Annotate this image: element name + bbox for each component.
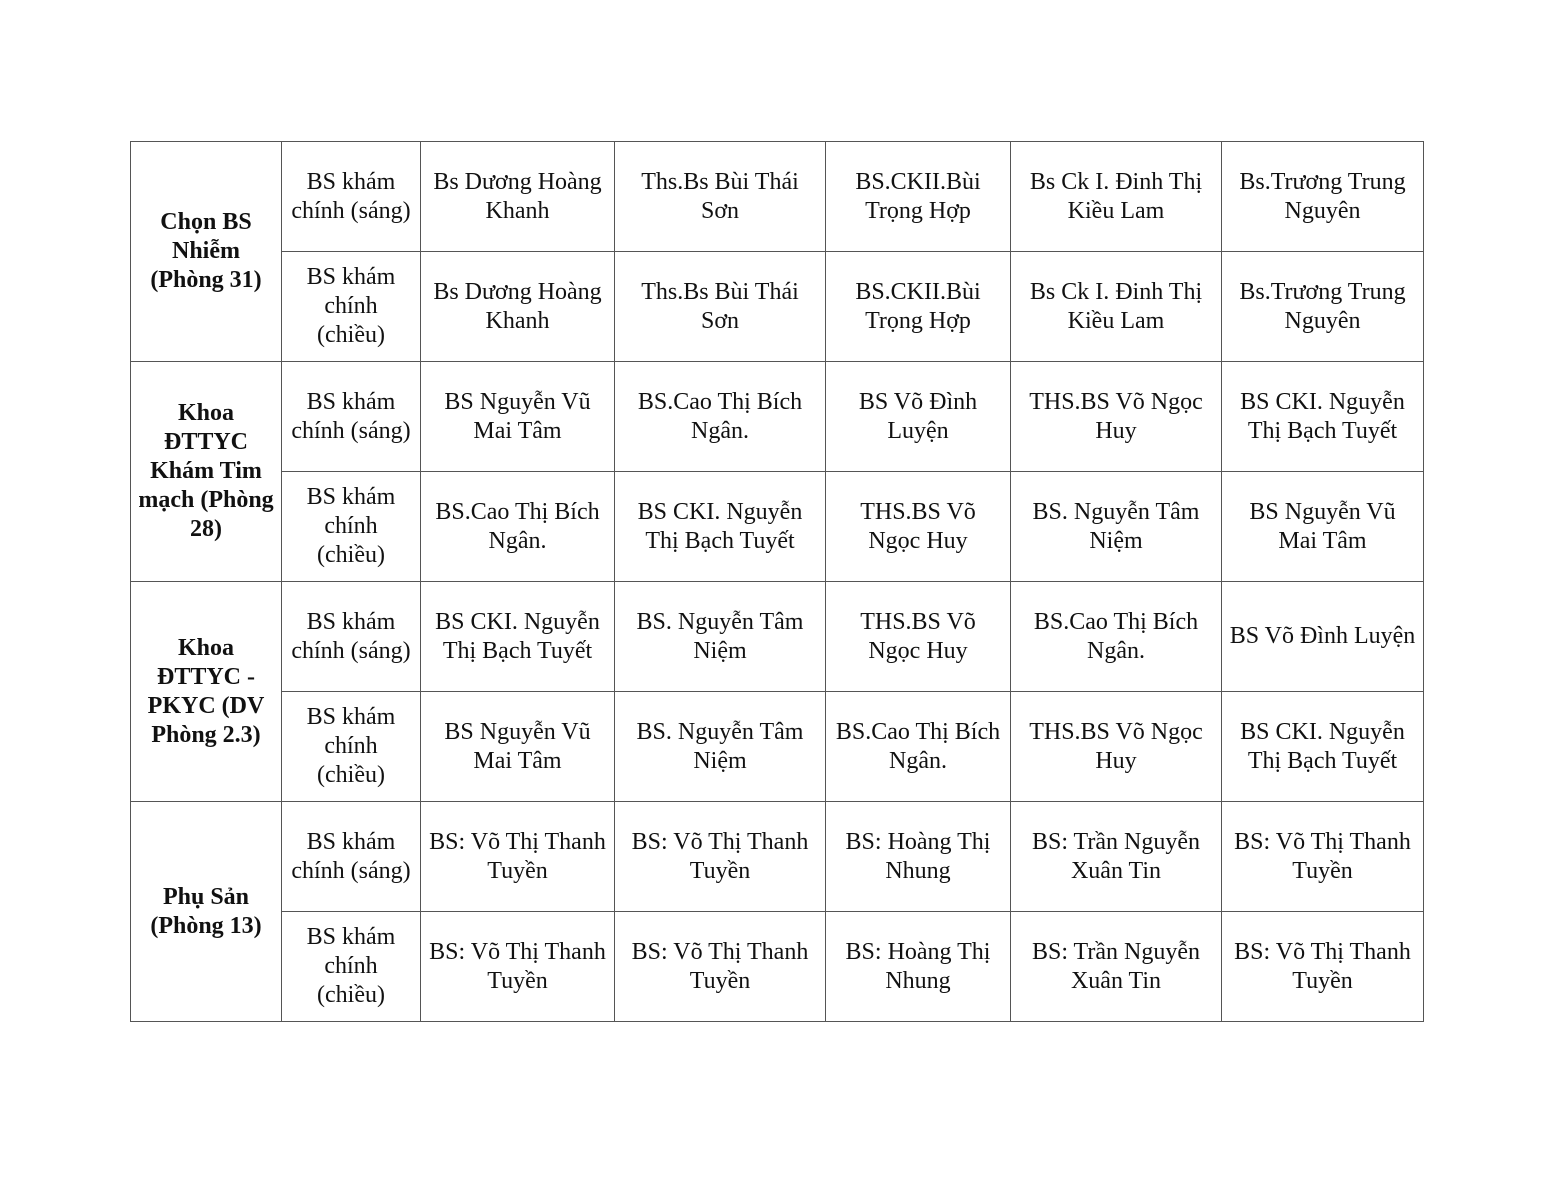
shift-cell: BS khám chính (chiều) <box>282 692 421 802</box>
doctor-cell: BS.CKII.Bùi Trọng Hợp <box>826 142 1011 252</box>
department-cell: Khoa ĐTTYC - PKYC (DV Phòng 2.3) <box>131 582 282 802</box>
shift-cell: BS khám chính (sáng) <box>282 802 421 912</box>
doctor-cell: BS.Cao Thị Bích Ngân. <box>826 692 1011 802</box>
doctor-cell: Bs Ck I. Đinh Thị Kiều Lam <box>1011 252 1222 362</box>
doctor-cell: BS. Nguyễn Tâm Niệm <box>615 582 826 692</box>
table-row <box>131 582 1424 692</box>
doctor-cell: BS: Võ Thị Thanh Tuyền <box>421 912 615 1022</box>
doctor-cell: THS.BS Võ Ngọc Huy <box>1011 692 1222 802</box>
department-cell: Chọn BS Nhiễm (Phòng 31) <box>131 142 282 362</box>
schedule-body <box>131 142 1424 1022</box>
doctor-cell: Bs Dương Hoàng Khanh <box>421 252 615 362</box>
doctor-cell: BS CKI. Nguyễn Thị Bạch Tuyết <box>421 582 615 692</box>
doctor-cell: Ths.Bs Bùi Thái Sơn <box>615 142 826 252</box>
department-cell: Phụ Sản (Phòng 13) <box>131 802 282 1022</box>
doctor-cell: BS.Cao Thị Bích Ngân. <box>615 362 826 472</box>
doctor-cell: BS: Trần Nguyễn Xuân Tin <box>1011 802 1222 912</box>
department-cell: Khoa ĐTTYC Khám Tim mạch (Phòng 28) <box>131 362 282 582</box>
doctor-cell: BS Nguyễn Vũ Mai Tâm <box>1222 472 1424 582</box>
doctor-cell: BS CKI. Nguyễn Thị Bạch Tuyết <box>615 472 826 582</box>
doctor-cell: THS.BS Võ Ngọc Huy <box>826 472 1011 582</box>
doctor-cell: BS CKI. Nguyễn Thị Bạch Tuyết <box>1222 692 1424 802</box>
doctor-cell: BS: Võ Thị Thanh Tuyền <box>1222 802 1424 912</box>
doctor-cell: BS: Võ Thị Thanh Tuyền <box>421 802 615 912</box>
doctor-cell: BS.Cao Thị Bích Ngân. <box>1011 582 1222 692</box>
doctor-cell: Ths.Bs Bùi Thái Sơn <box>615 252 826 362</box>
doctor-cell: BS: Hoàng Thị Nhung <box>826 802 1011 912</box>
doctor-cell: BS Nguyễn Vũ Mai Tâm <box>421 692 615 802</box>
table-row <box>131 362 1424 472</box>
doctor-cell: Bs Ck I. Đinh Thị Kiều Lam <box>1011 142 1222 252</box>
doctor-cell: BS CKI. Nguyễn Thị Bạch Tuyết <box>1222 362 1424 472</box>
table-row <box>131 142 1424 252</box>
doctor-cell: BS.CKII.Bùi Trọng Hợp <box>826 252 1011 362</box>
doctor-cell: BS Võ Đình Luyện <box>1222 582 1424 692</box>
table-row <box>131 802 1424 912</box>
document-page <box>130 141 1424 1022</box>
doctor-cell: BS: Võ Thị Thanh Tuyền <box>615 912 826 1022</box>
shift-cell: BS khám chính (sáng) <box>282 362 421 472</box>
shift-cell: BS khám chính (sáng) <box>282 582 421 692</box>
doctor-cell: BS Võ Đình Luyện <box>826 362 1011 472</box>
doctor-cell: BS: Võ Thị Thanh Tuyền <box>615 802 826 912</box>
doctor-cell: Bs.Trương Trung Nguyên <box>1222 142 1424 252</box>
shift-cell: BS khám chính (chiều) <box>282 472 421 582</box>
doctor-cell: BS. Nguyễn Tâm Niệm <box>615 692 826 802</box>
doctor-cell: Bs.Trương Trung Nguyên <box>1222 252 1424 362</box>
table-row <box>131 692 1424 802</box>
doctor-cell: BS.Cao Thị Bích Ngân. <box>421 472 615 582</box>
doctor-cell: BS. Nguyễn Tâm Niệm <box>1011 472 1222 582</box>
shift-cell: BS khám chính (sáng) <box>282 142 421 252</box>
table-row <box>131 912 1424 1022</box>
shift-cell: BS khám chính (chiều) <box>282 912 421 1022</box>
doctor-cell: BS: Võ Thị Thanh Tuyền <box>1222 912 1424 1022</box>
doctor-schedule-table <box>130 141 1424 1022</box>
shift-cell: BS khám chính (chiều) <box>282 252 421 362</box>
doctor-cell: BS Nguyễn Vũ Mai Tâm <box>421 362 615 472</box>
doctor-cell: Bs Dương Hoàng Khanh <box>421 142 615 252</box>
doctor-cell: THS.BS Võ Ngọc Huy <box>826 582 1011 692</box>
doctor-cell: BS: Trần Nguyễn Xuân Tin <box>1011 912 1222 1022</box>
doctor-cell: BS: Hoàng Thị Nhung <box>826 912 1011 1022</box>
doctor-cell: THS.BS Võ Ngọc Huy <box>1011 362 1222 472</box>
table-row <box>131 252 1424 362</box>
table-row <box>131 472 1424 582</box>
